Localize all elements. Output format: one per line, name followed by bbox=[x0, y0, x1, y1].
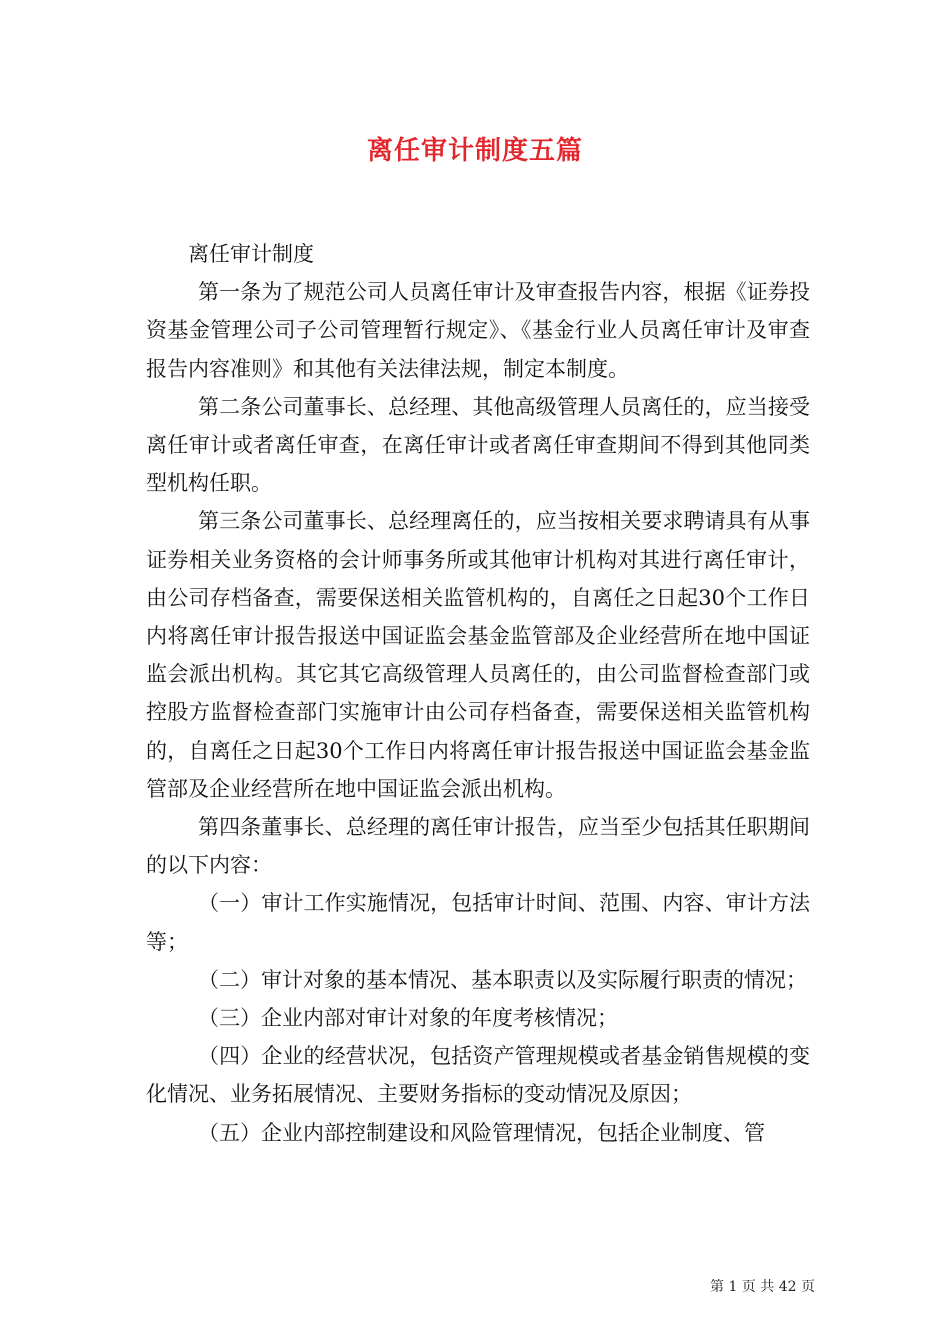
article-3-paragraph: 第三条公司董事长、总经理离任的，应当按相关要求聘请具有从事证券相关业务资格的会计师事务所或其他审计机构对其进行离任审计，由公司存档备查，需要保送相关监管机构的，自离任之日起30个工作日内将离任审计报告报送中国证监会基金监管部及企业经营所在地中国证监会派出机构。其它其它高级管理人员离任的，由公司监督检查部门或控股方监督检查部门实施审计由公司存档备查，需要保送相关监管机构的，自离任之日起30个工作日内将离任审计报告报送中国证监会基金监管部及企业经营所在地中国证监会派出机构。 bbox=[146, 509, 810, 801]
document-title: 离任审计制度五篇 bbox=[366, 136, 583, 166]
list-item-4: （四）企业的经营状况，包括资产管理规模或者基金销售规模的变化情况、业务拓展情况、主要财务指标的变动情况及原因； bbox=[146, 1044, 810, 1107]
article-4-paragraph: 第四条董事长、总经理的离任审计报告，应当至少包括其任职期间的以下内容： bbox=[146, 815, 810, 878]
list-item-1: （一）审计工作实施情况，包括审计时间、范围、内容、审计方法等； bbox=[146, 891, 810, 954]
list-item-5: （五）企业内部控制建设和风险管理情况，包括企业制度、管 bbox=[198, 1120, 765, 1145]
list-item-2: （二）审计对象的基本情况、基本职责以及实际履行职责的情况； bbox=[198, 967, 807, 992]
document-body bbox=[146, 235, 810, 1152]
article-1-paragraph: 第一条为了规范公司人员离任审计及审查报告内容，根据《证券投资基金管理公司子公司管理暂行规定》、《基金行业人员离任审计及审查报告内容准则》和其他有关法律法规，制定本制度。 bbox=[146, 280, 810, 381]
article-2-paragraph: 第二条公司董事长、总经理、其他高级管理人员离任的，应当接受离任审计或者离任审查，在离任审计或者离任审查期间不得到其他同类型机构任职。 bbox=[146, 394, 810, 496]
list-item-3: （三）企业内部对审计对象的年度考核情况； bbox=[198, 1006, 618, 1031]
section-heading: 离任审计制度 bbox=[188, 242, 314, 266]
page-number-footer: 第 1 页 共 42 页 bbox=[710, 1279, 815, 1295]
